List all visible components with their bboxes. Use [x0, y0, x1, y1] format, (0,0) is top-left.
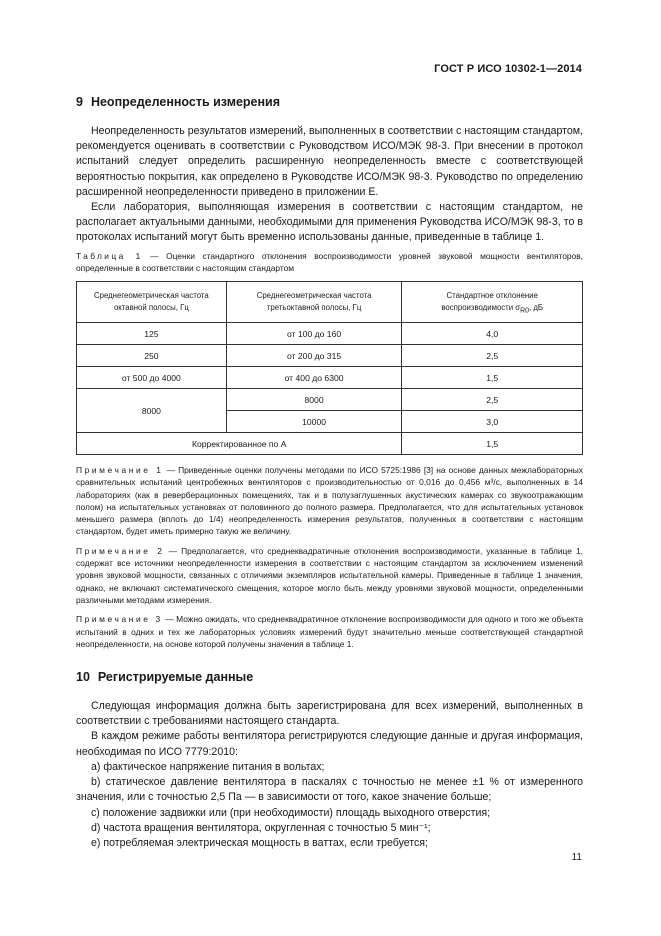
table-cell: от 400 до 6300: [226, 367, 402, 389]
note-2: [76, 545, 583, 606]
table-cell: от 200 до 315: [226, 345, 402, 367]
note-1: [76, 464, 583, 538]
table-header-cell: Стандартное отклонение воспроизводимости $\sigma_{R0}$, дБ: [402, 282, 583, 323]
table-cell: от 500 до 4000: [77, 367, 227, 389]
table-cell: от 100 до 160: [226, 323, 402, 345]
recorded-data-list: [76, 760, 583, 851]
table-cell: 8000: [77, 389, 227, 433]
document-code: ГОСТ Р ИСО 10302-1—2014: [434, 63, 582, 75]
list-item: e) потребляемая электрическая мощность в ваттах, если требуется;: [91, 837, 428, 850]
note-1-label: Примечание 1: [76, 465, 164, 475]
note-3: [76, 613, 583, 650]
table-cell: 1,5: [402, 367, 583, 389]
note-2-text: — Предполагается, что среднеквадратичные отклонения воспроизводимости, указанные в таблице 1, содержат все источники неопределенности измерения в соответствии с настоящим стандартом за исключением изменений уровня звуковой мощности, связанных с отличиями экземпляров испытательной камеры. Приведенные в таблице 1 значения, однако, не включают систематического смещения, которое могло быть между уровнями звуковой мощности, определенными различными методами измерения.: [76, 545, 583, 605]
list-item: d) частота вращения вентилятора, округленная с точностью 5 мин⁻¹;: [91, 821, 431, 834]
note-1-text: — Приведенные оценки получены методами по ИСО 5725:1986 [3] на основе данных межлабораторных сравнительных испытаний центробежных вентиляторов с производительностью от 0,016 до 0,456 м³/с, выполненных в 14 лабораториях (как в реверберационных помещениях, так и в полузаглушенных акустических камерах со звукоотражающим полом) на испытательных установках от половинного до полного размера. Предполагается, что для испытательных установок меньшего размера (вплоть до 1/4) неопределенность измерения результатов, полученных в соответствии с настоящим стандартом, будет иметь примерно такую же величину.: [76, 465, 583, 537]
section-9-paragraph-2: Если лаборатория, выполняющая измерения в соответствии с настоящим стандартом, не располагает актуальными данными, необходимыми для применения Руководства ИСО/МЭК 98-3, то в протоколах испытаний могут быть временно использованы данные, приведенные в таблице 1.: [76, 201, 583, 244]
section-9-number: 9: [76, 95, 83, 109]
table-cell: 2,5: [402, 389, 583, 411]
table-row: [77, 367, 583, 389]
table-header-cell: Среднегеометрическая частота октавной полосы, Гц: [77, 282, 227, 323]
table-cell: 10000: [226, 411, 402, 433]
table-cell: 3,0: [402, 411, 583, 433]
table-cell: 8000: [226, 389, 402, 411]
table-1-caption: [76, 250, 583, 274]
table-row: [77, 323, 583, 345]
section-10-number: 10: [76, 670, 90, 684]
table-1: [76, 281, 583, 455]
table-header-cell: Среднегеометрическая частота третьоктавной полосы, Гц: [226, 282, 402, 323]
table-cell: 250: [77, 345, 227, 367]
list-item: b) статическое давление вентилятора в паскалях с точностью не менее ±1 % от измеренного значения, или с точностью 2,5 Па — в зависимости от того, какое значение больше;: [76, 776, 583, 804]
list-item: c) положение задвижки или (при необходимости) площадь выходного отверстия;: [91, 806, 491, 819]
page-number: 11: [571, 852, 582, 863]
table-cell: 4,0: [402, 323, 583, 345]
section-10-paragraph-1: Следующая информация должна быть зарегистрирована для всех измерений, выполненных в соответствии с требованиями настоящего стандарта.: [76, 700, 583, 728]
table-1-label: Таблица 1: [76, 251, 143, 261]
table-cell: 2,5: [402, 345, 583, 367]
table-row: [77, 345, 583, 367]
section-9-body: [76, 124, 583, 246]
section-10-heading: [76, 670, 253, 684]
table-row: [77, 433, 583, 455]
section-9-heading: [76, 95, 280, 109]
table-header-row: [77, 282, 583, 323]
note-2-label: Примечание 2: [76, 545, 165, 556]
list-item: a) фактическое напряжение питания в вольтах;: [91, 761, 325, 773]
table-cell: 1,5: [402, 433, 583, 455]
table-cell: 125: [77, 323, 227, 345]
table-cell: Корректированное по А: [77, 433, 402, 455]
note-3-label: Примечание 3: [76, 614, 163, 625]
section-9-title: Неопределенность измерения: [90, 95, 281, 109]
table-1-caption-text: — Оценки стандартного отклонения воспроизводимости уровней звуковой мощности вентиляторов, определенные в соответствии с настоящим стандартом: [76, 251, 583, 273]
section-9-paragraph-1: Неопределенность результатов измерений, выполненных в соответствии с настоящим стандартом, рекомендуется оценивать в соответствии с Руководством ИСО/МЭК 98-3. При внесении в протокол испытаний следует определить расширенную неопределенность вместе с соответствующей вероятностью покрытия, как определено в Руководстве ИСО/МЭК 98-3. Руководство по определению расширенной неопределенности приведено в приложении Е.: [76, 125, 583, 198]
table-row: [77, 389, 583, 411]
section-10-body: [76, 699, 583, 760]
note-3-text: — Можно ожидать, что среднеквадратичное отклонение воспроизводимости для одного и того же объекта испытаний в одних и тех же лабораторных условиях измерений будут значительно меньше соответствующей стандартной неопределенности, на основе которой получены значения в таблице 1.: [76, 614, 583, 649]
section-10-title: Регистрируемые данные: [97, 670, 254, 684]
section-10-paragraph-2: В каждом режиме работы вентилятора регистрируются следующие данные и другая информация, необходимая по ИСО 7779:2010:: [76, 730, 583, 758]
table-notes: [76, 464, 583, 657]
